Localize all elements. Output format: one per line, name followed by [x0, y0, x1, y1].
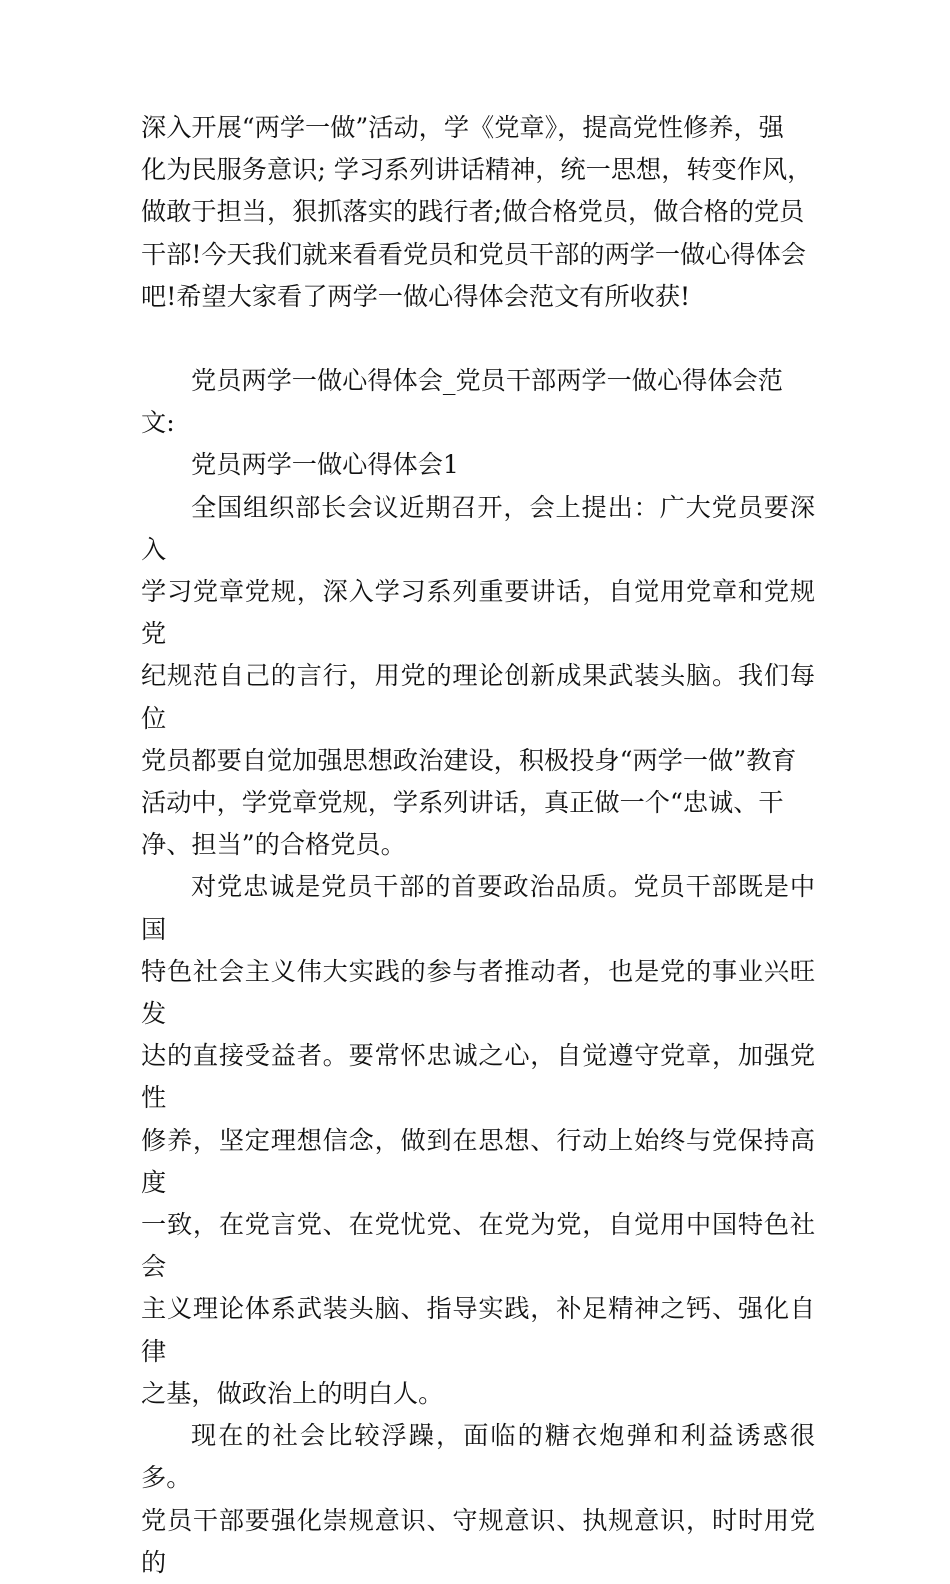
body-paragraph-3: [141, 1415, 815, 1584]
body-paragraph-2: [141, 866, 815, 1415]
subtitle: 党员两学一做心得体会1: [191, 450, 459, 480]
text-line: 学习党章党规，深入学习系列重要讲话，自觉用党章和党规党: [141, 577, 815, 649]
text-line: 之基，做政治上的明白人。: [141, 1378, 444, 1408]
text-line: 干部!今天我们就来看看党员和党员干部的两学一做心得体会: [141, 239, 806, 269]
text-line: 做敢于担当，狠抓落实的践行者;做合格党员，做合格的党员: [141, 197, 805, 227]
text-line: 党员干部要强化崇规意识、守规意识、执规意识，时时用党的: [141, 1505, 815, 1577]
text-line: 深入开展“两学一做”活动，学《党章》，提高党性修养，强: [141, 113, 784, 142]
intro-paragraph: [141, 107, 815, 318]
text-line: 党员两学一做心得体会_党员干部两学一做心得体会范: [191, 366, 783, 396]
text-line: 修养，坚定理想信念，做到在思想、行动上始终与党保持高度: [141, 1125, 815, 1197]
document-body: [141, 107, 815, 1584]
text-line: 对党忠诚是党员干部的首要政治品质。党员干部既是中国: [141, 872, 815, 944]
text-line: 吧!希望大家看了两学一做心得体会范文有所收获!: [141, 281, 691, 311]
text-line: 现在的社会比较浮躁，面临的糖衣炮弹和利益诱惑很多。: [141, 1421, 815, 1493]
text-line: 达的直接受益者。要常怀忠诚之心，自觉遵守党章，加强党性: [141, 1041, 815, 1113]
text-line: 活动中，学党章党规，学系列讲话，真正做一个“忠诚、干: [141, 788, 784, 818]
text-line: 党员都要自觉加强思想政治建设，积极投身“两学一做”教育: [141, 745, 797, 775]
text-line: 化为民服务意识; 学习系列讲话精神，统一思想，转变作风，: [141, 155, 813, 185]
text-line: 主义理论体系武装头脑、指导实践，补足精神之钙、强化自律: [141, 1294, 815, 1366]
text-line: 特色社会主义伟大实践的参与者推动者，也是党的事业兴旺发: [141, 956, 815, 1029]
text-line: 全国组织部长会议近期召开，会上提出：广大党员要深入: [141, 492, 815, 564]
text-line: 纪规范自己的言行，用党的理论创新成果武装头脑。我们每位: [141, 661, 815, 733]
paragraph-spacer: [141, 318, 815, 360]
text-line: 文:: [141, 408, 175, 438]
text-line: 一致，在党言党、在党忧党、在党为党，自觉用中国特色社会: [141, 1210, 815, 1282]
section-title: [141, 360, 815, 444]
text-line: 净、担当”的合格党员。: [141, 830, 406, 860]
body-paragraph-1: [141, 487, 815, 867]
